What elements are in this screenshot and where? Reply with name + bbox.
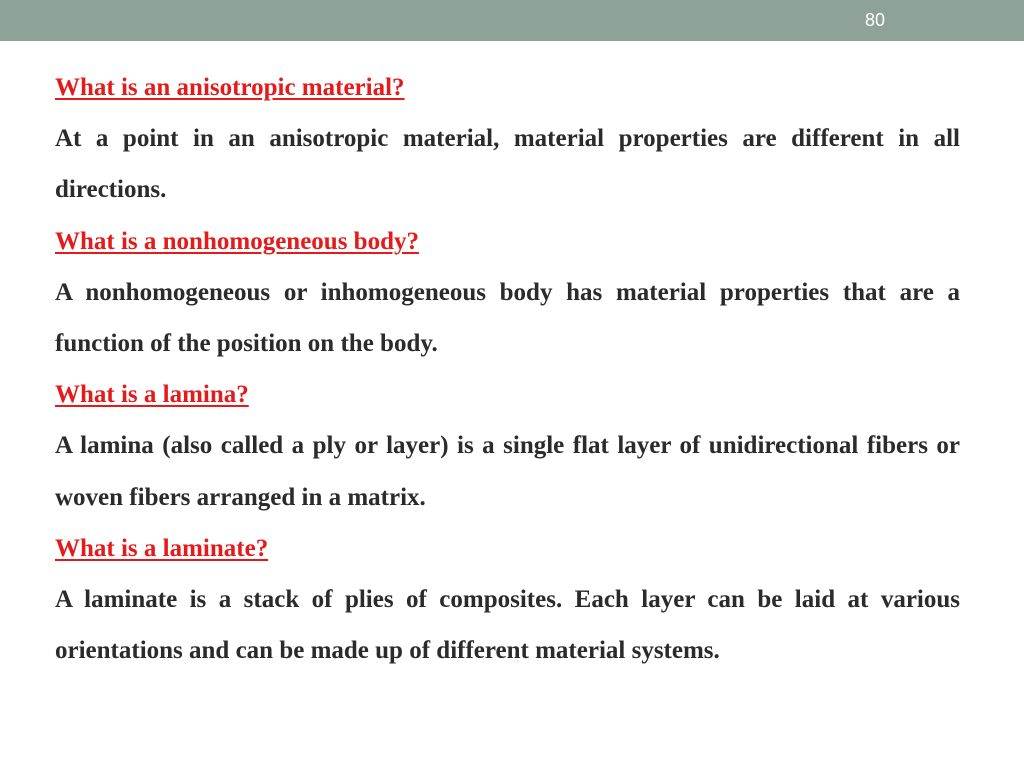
question-laminate: What is a laminate? — [55, 534, 269, 562]
question-nonhomogeneous-body: What is a nonhomogeneous body? — [55, 227, 419, 255]
slide-content — [55, 62, 960, 676]
answer-lamina: A lamina (also called a ply or layer) is a single flat layer of unidirectional fibers or woven fibers arranged in a matrix. — [55, 432, 960, 511]
header-bar — [0, 0, 1024, 41]
page-number: 80 — [864, 10, 886, 30]
answer-laminate: A laminate is a stack of plies of composites. Each layer can be laid at various orientations and can be made up of different material systems. — [55, 586, 960, 665]
question-lamina: What is a lamina? — [55, 381, 249, 409]
answer-anisotropic-material: At a point in an anisotropic material, material properties are different in all directions. — [55, 125, 960, 204]
answer-nonhomogeneous-body: A nonhomogeneous or inhomogeneous body has material properties that are a function of the position on the body. — [55, 278, 960, 358]
question-anisotropic-material: What is an anisotropic material? — [55, 74, 405, 101]
